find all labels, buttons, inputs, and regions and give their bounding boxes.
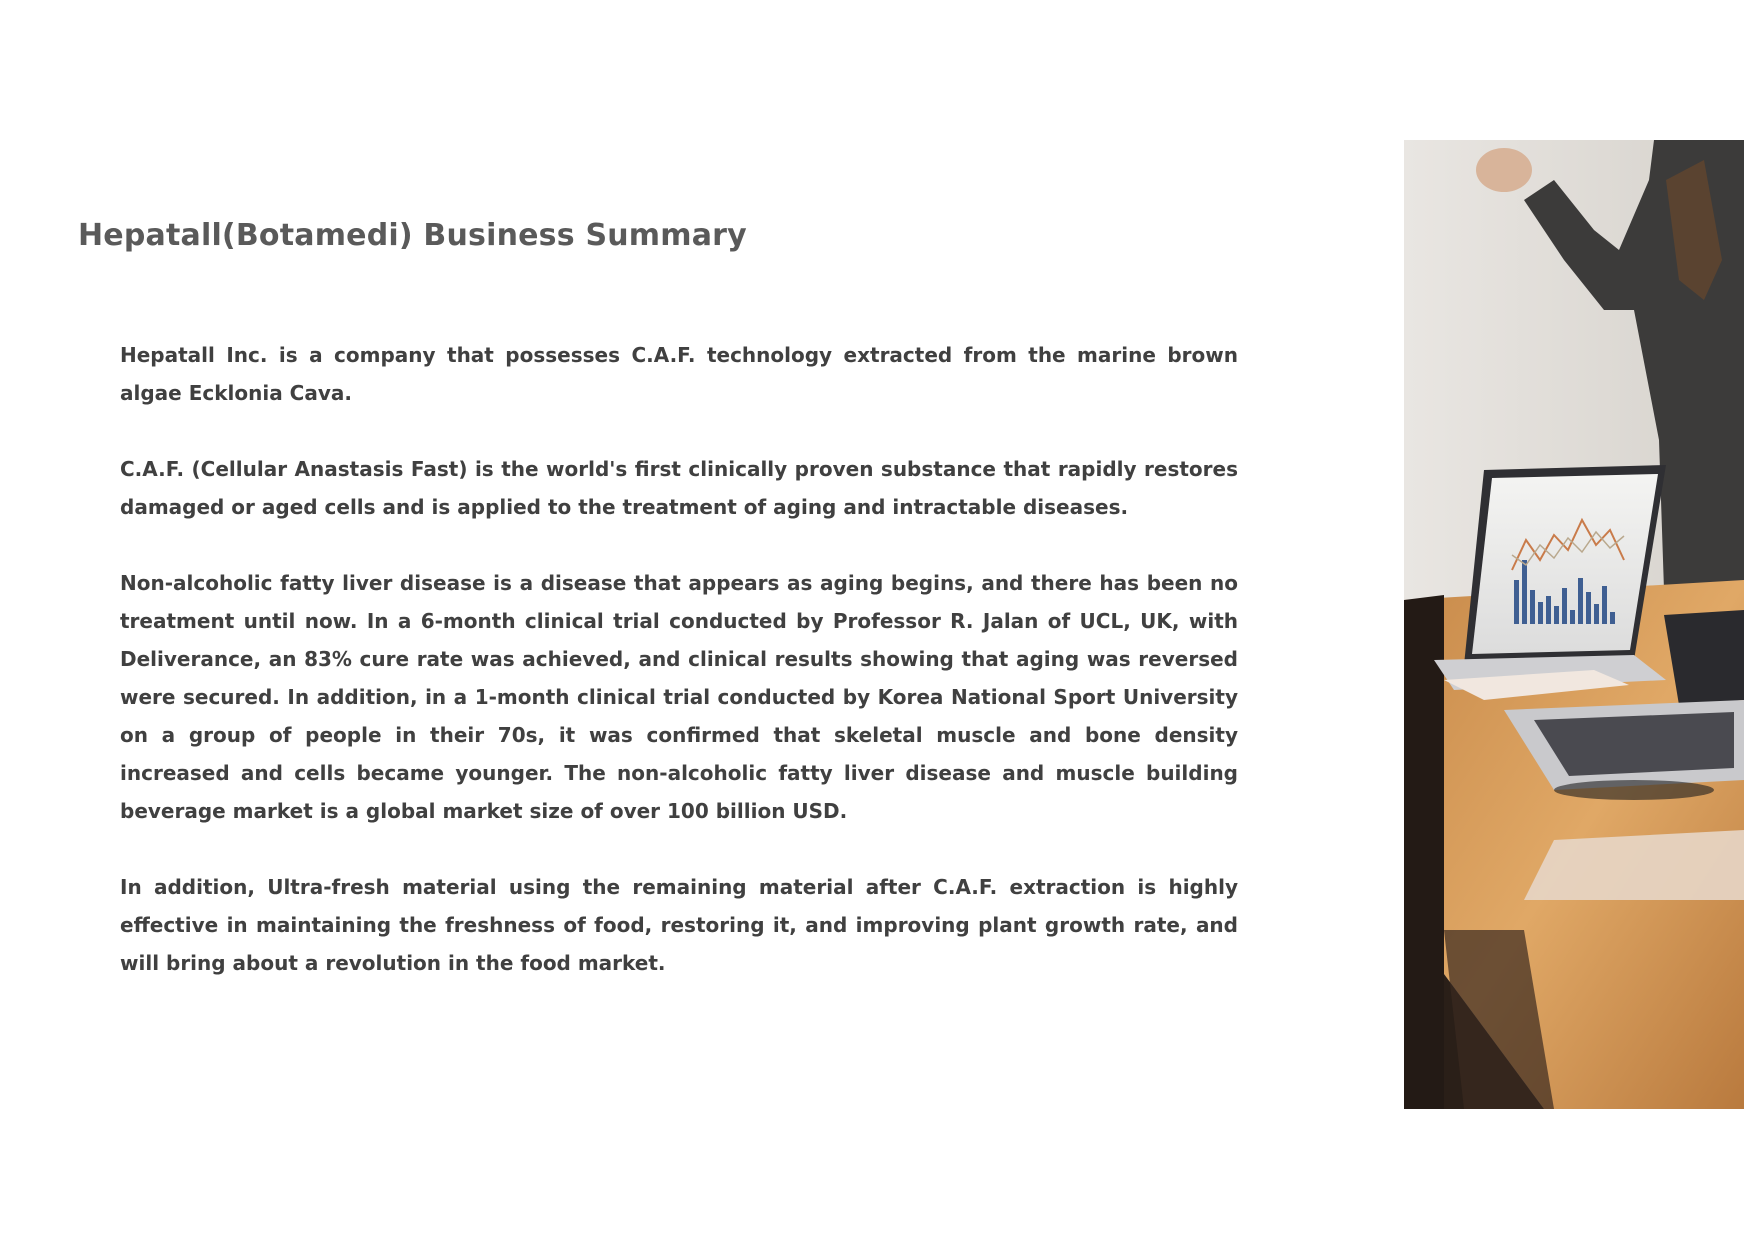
office-presentation-photo (1404, 140, 1744, 1109)
paragraph-caf: C.A.F. (Cellular Anastasis Fast) is the world's first clinically proven substance that rapidly restores damaged or aged cells and is applied to the treatment of aging and intractable diseases. (120, 457, 1238, 519)
page-title: Hepatall(Botamedi) Business Summary (78, 218, 747, 253)
summary-body (120, 336, 1238, 1020)
paragraph-company: Hepatall Inc. is a company that possesses C.A.F. technology extracted from the marine brown algae Ecklonia Cava. (120, 343, 1238, 405)
paragraph-ultra-fresh: In addition, Ultra-fresh material using the remaining material after C.A.F. extraction is highly effective in maintaining the freshness of food, restoring it, and improving plant growth rate, and will bring about a revolution in the food market. (120, 875, 1238, 975)
paragraph-clinical-trials: Non-alcoholic fatty liver disease is a disease that appears as aging begins, and there has been no treatment until now. In a 6-month clinical trial conducted by Professor R. Jalan of UCL, UK, with Deliverance, an 83% cure rate was achieved, and clinical results showing that aging was reversed were secured. In addition, in a 1-month clinical trial conducted by Korea National Sport University on a group of people in their 70s, it was confirmed that skeletal muscle and bone density increased and cells became younger. The non-alcoholic fatty liver disease and muscle building beverage market is a global market size of over 100 billion USD. (120, 571, 1238, 823)
